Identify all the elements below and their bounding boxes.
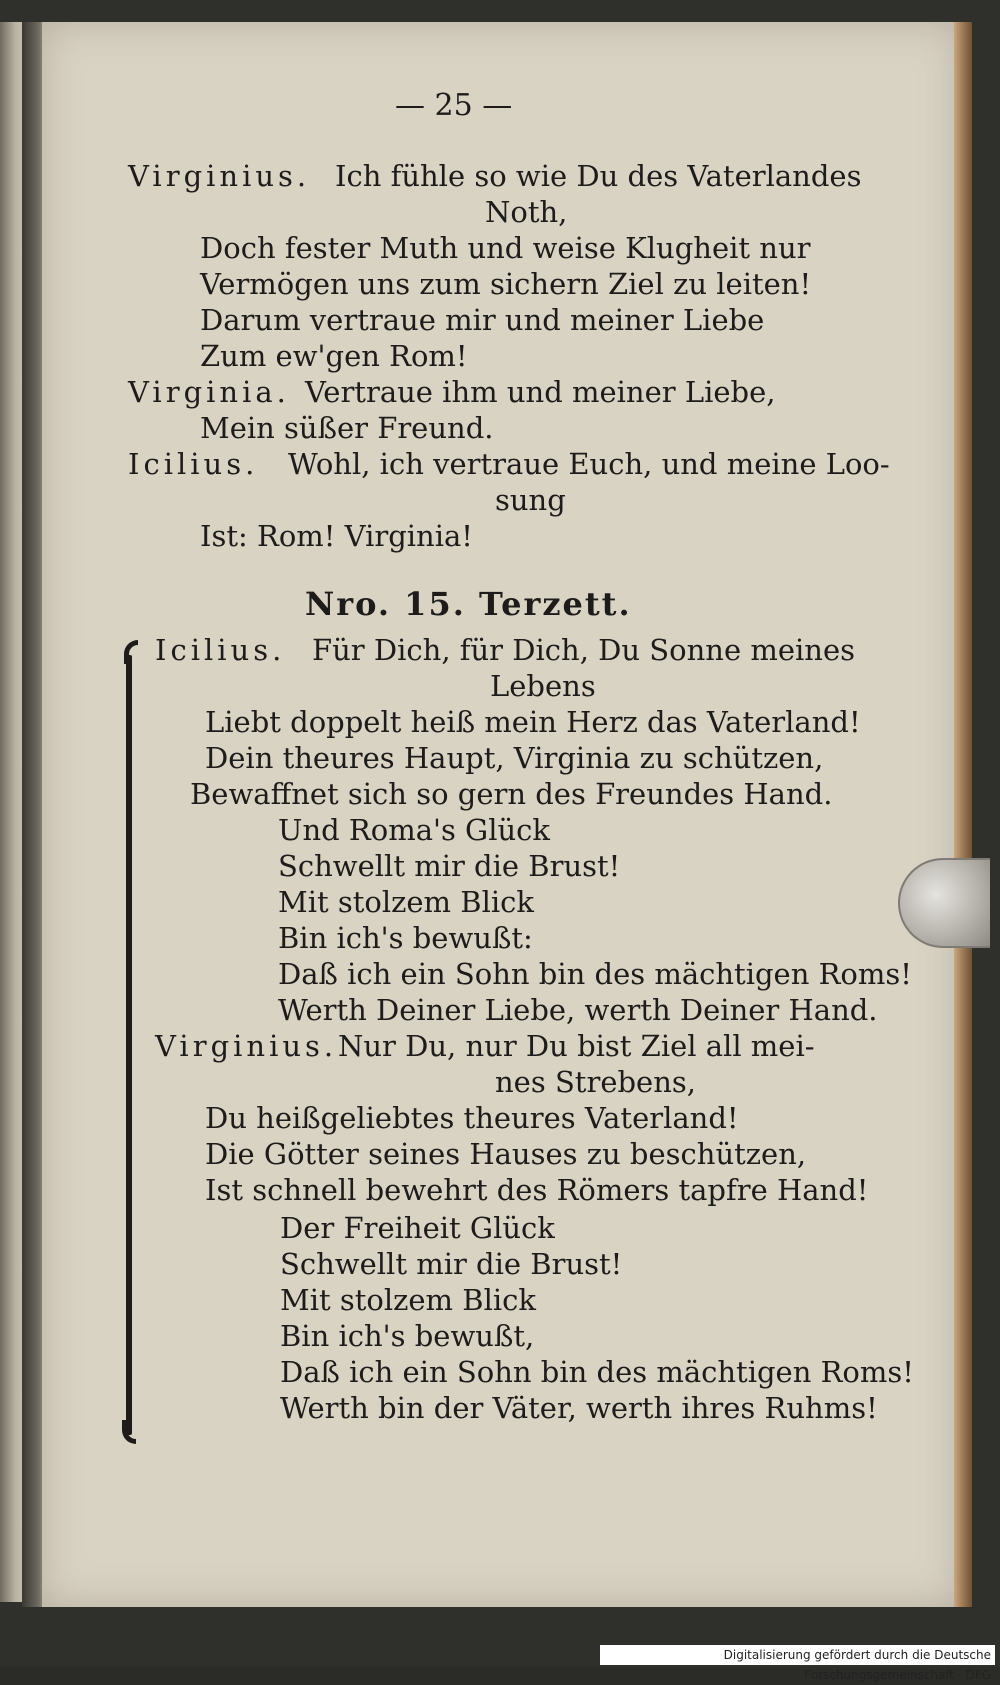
speaker-label: Virginius. <box>155 1029 338 1063</box>
verse-line: Mein süßer Freund. <box>200 411 494 445</box>
verse-line: Dein theures Haupt, Virginia zu schützen, <box>205 741 824 775</box>
verse-line: Mit stolzem Blick <box>278 885 534 919</box>
brace-bracket <box>126 655 132 1435</box>
verse-line: Bewaffnet sich so gern des Freundes Hand. <box>190 777 833 811</box>
verse-line: Daß ich ein Sohn bin des mächtigen Roms! <box>280 1355 914 1389</box>
page-number: — 25 — <box>395 88 513 123</box>
verse-line: Ist: Rom! Virginia! <box>200 519 473 553</box>
verse-line: Daß ich ein Sohn bin des mächtigen Roms! <box>278 957 912 991</box>
verse-line: Noth, <box>485 195 568 229</box>
verse-line: Schwellt mir die Brust! <box>278 849 621 883</box>
verse-line: Ich fühle so wie Du des Vaterlandes <box>335 159 862 193</box>
speaker-label: Virginia. <box>128 375 290 409</box>
speaker-label: Icilius. <box>128 447 259 481</box>
verse-line: Bin ich's bewußt, <box>280 1319 535 1353</box>
verse-line: Schwellt mir die Brust! <box>280 1247 623 1281</box>
verse-line: nes Strebens, <box>495 1065 696 1099</box>
verse-line: Mit stolzem Blick <box>280 1283 536 1317</box>
verse-line: Und Roma's Glück <box>278 813 550 847</box>
verse-line: Doch fester Muth und weise Klugheit nur <box>200 231 811 265</box>
verse-line: Für Dich, für Dich, Du Sonne meines <box>312 633 855 667</box>
section-heading: Nro. 15. Terzett. <box>305 585 632 623</box>
verse-line: Darum vertraue mir und meiner Liebe <box>200 303 765 337</box>
verse-line: Nur Du, nur Du bist Ziel all mei- <box>338 1029 815 1063</box>
verse-line: Der Freiheit Glück <box>280 1211 555 1245</box>
verse-line: Zum ew'gen Rom! <box>200 339 468 373</box>
verse-line: Bin ich's bewußt: <box>278 921 533 955</box>
verse-line: Wohl, ich vertraue Euch, und meine Loo- <box>288 447 890 481</box>
verse-line: Du heißgeliebtes theures Vaterland! <box>205 1101 739 1135</box>
verse-line: Die Götter seines Hauses zu beschützen, <box>205 1137 807 1171</box>
verse-line: sung <box>495 483 566 517</box>
page-holder-clip <box>898 858 990 948</box>
verse-line: Werth Deiner Liebe, werth Deiner Hand. <box>278 993 878 1027</box>
verse-line: Vermögen uns zum sichern Ziel zu leiten! <box>200 267 812 301</box>
page-edges <box>954 22 972 1607</box>
verse-line: Liebt doppelt heiß mein Herz das Vaterland! <box>205 705 861 739</box>
footer-credit: Digitalisierung gefördert durch die Deutsche Forschungsgemeinschaft · DFG <box>600 1645 995 1665</box>
verse-line: Vertraue ihm und meiner Liebe, <box>305 375 776 409</box>
verse-line: Werth bin der Väter, werth ihres Ruhms! <box>280 1391 878 1425</box>
verse-line: Lebens <box>490 669 596 703</box>
speaker-label: Virginius. <box>128 159 311 193</box>
speaker-label: Icilius. <box>155 633 286 667</box>
verse-line: Ist schnell bewehrt des Römers tapfre Hand! <box>205 1173 869 1207</box>
